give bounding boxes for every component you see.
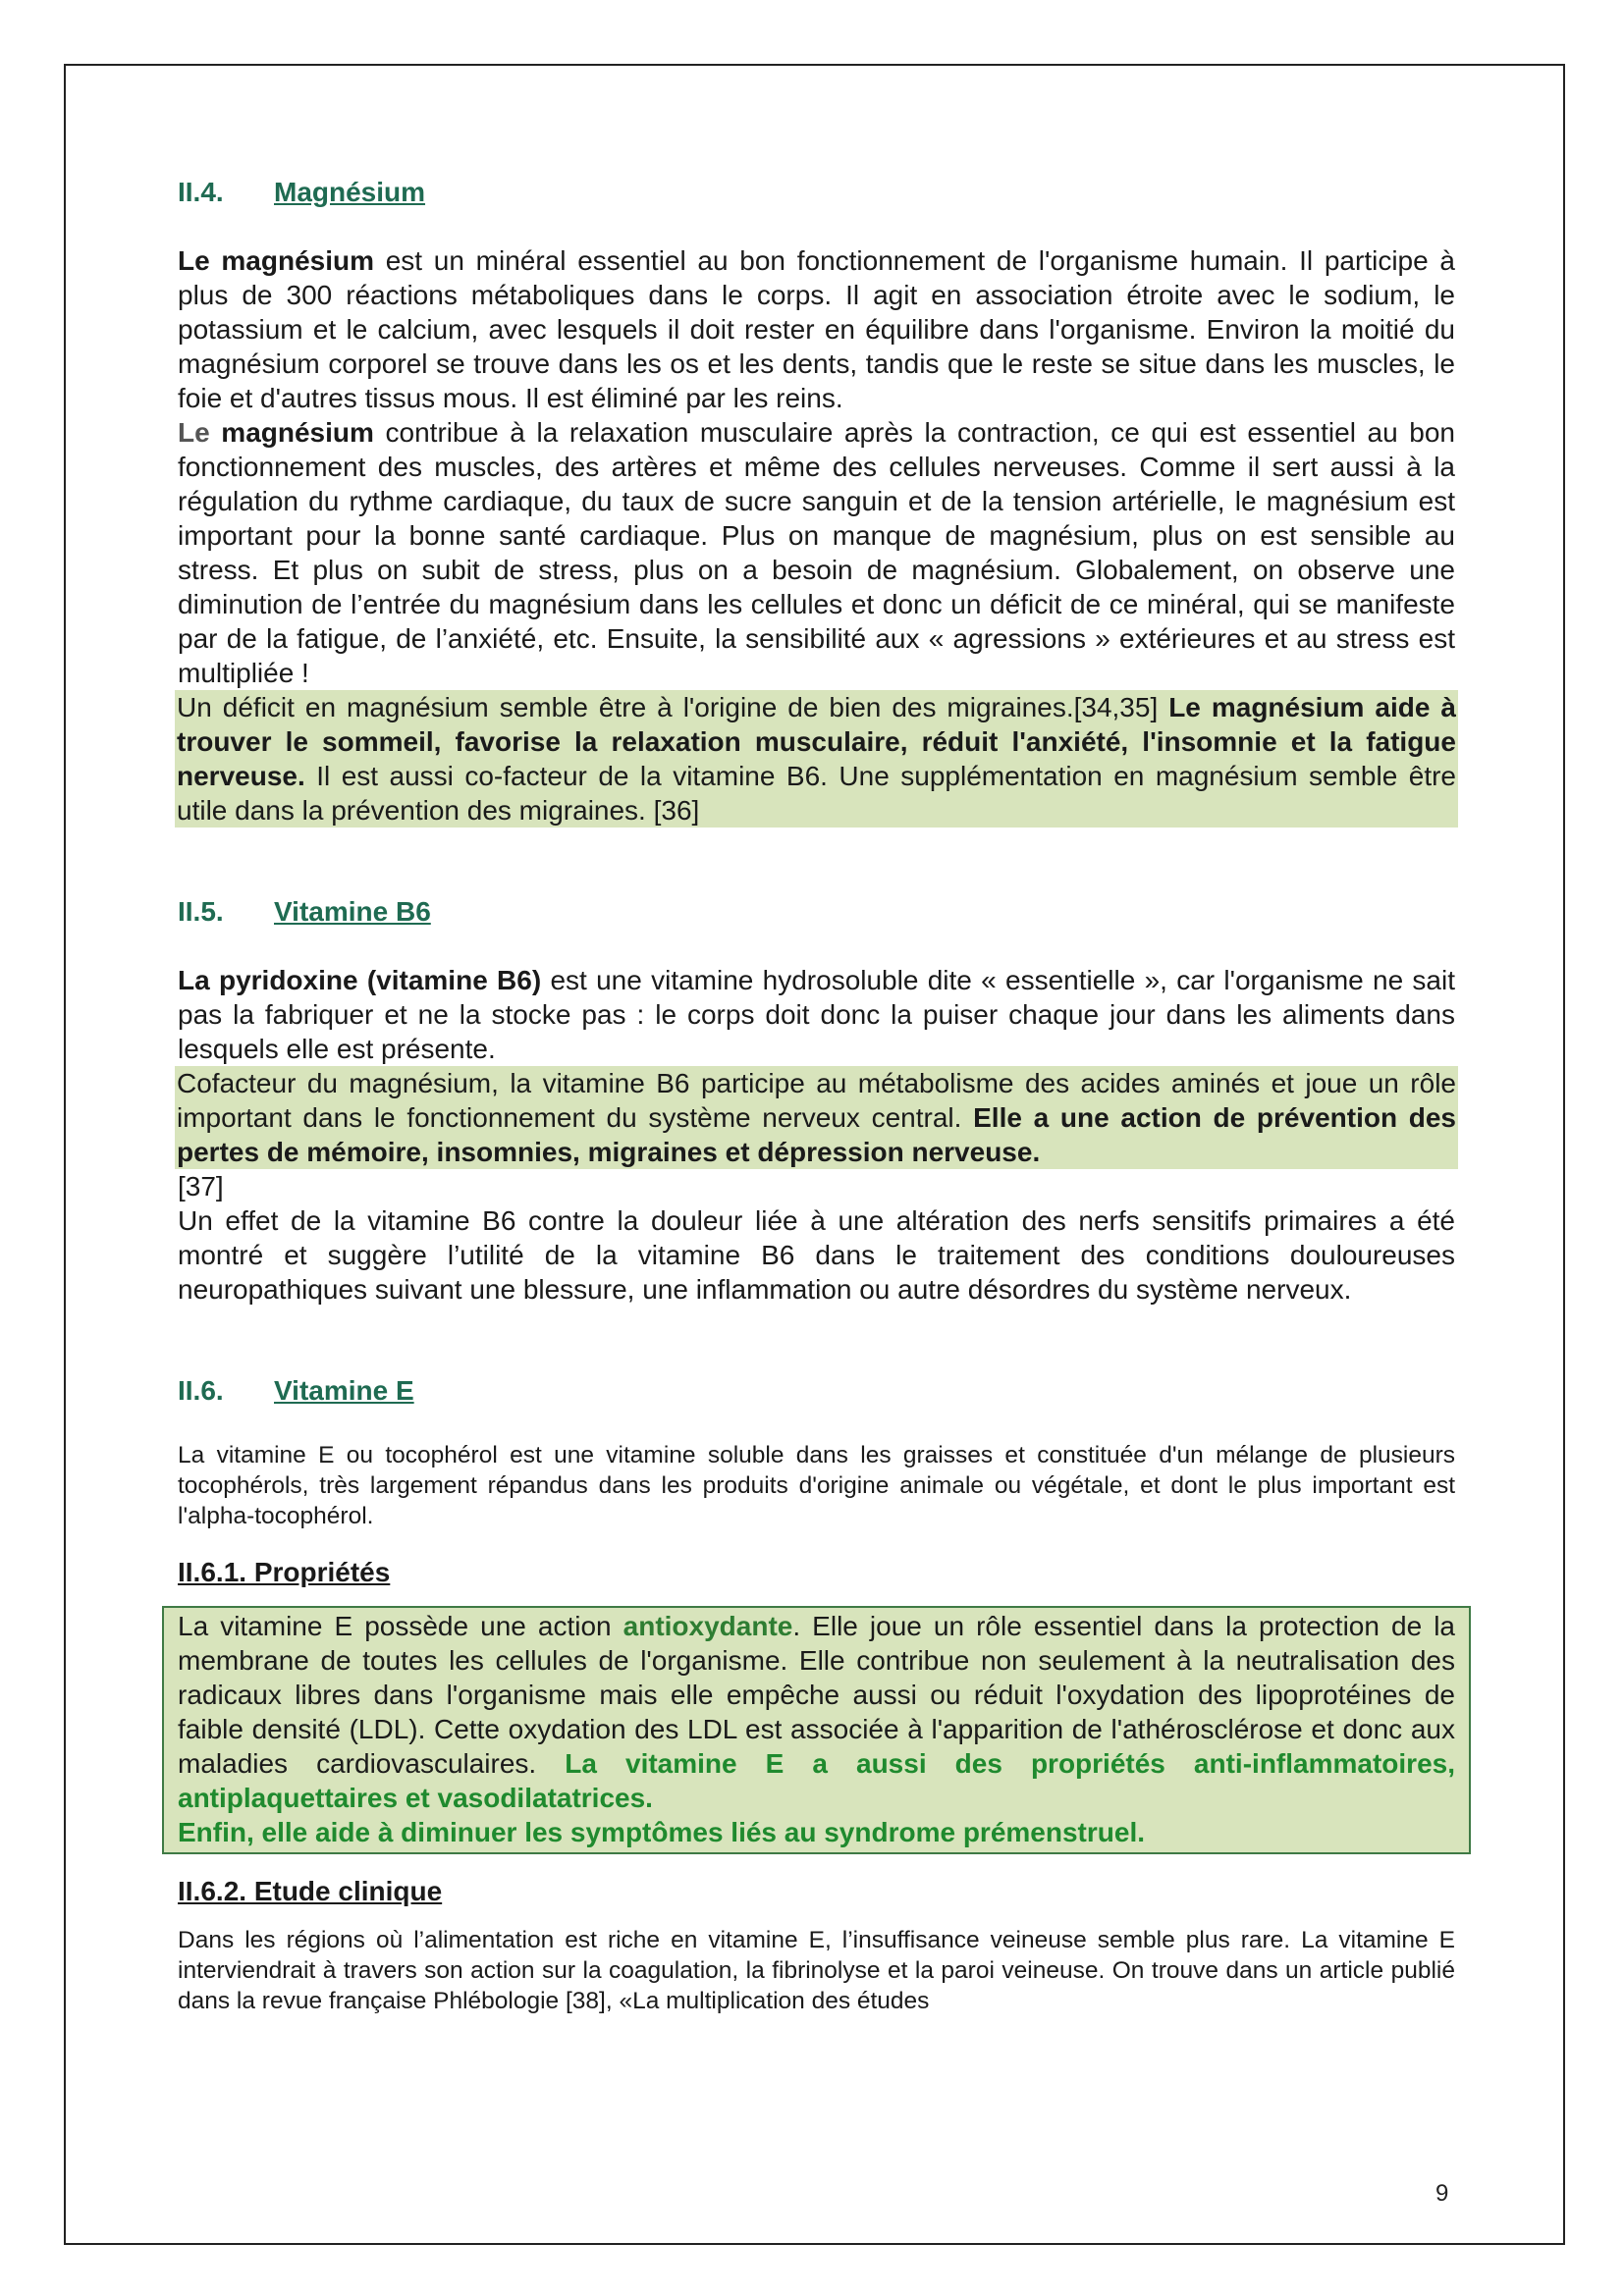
section-heading-magnesium: II.4. Magnésium — [178, 177, 426, 207]
paragraph: La pyridoxine (vitamine B6) est une vitamine hydrosoluble dite « essentielle », car l'organisme ne sait pas la fabriquer et ne la stocke pas : le corps doit donc la puiser chaque jour dans les aliments dans lesquels elle est présente. — [178, 965, 1456, 1064]
paragraph: La vitamine E ou tocophérol est une vitamine soluble dans les graisses et constituée d'un mélange de plusieurs tocophérols, très largement répandus dans les produits d'origine animale ou végétale, et dont le plus important est l'alpha-tocophérol. — [178, 1442, 1455, 1529]
section-heading-vitamine-e: II.6. Vitamine E — [178, 1375, 414, 1406]
highlight-box — [162, 1606, 1471, 1854]
highlighted-paragraph: Un déficit en magnésium semble être à l'origine de bien des migraines.[34,35] Le magnésium aide à trouver le sommeil, favorise la relaxation musculaire, réduit l'anxiété, l'insomnie et la fatigue nerveuse. Il est aussi co-facteur de la vitamine B6. Une supplémentation en magnésium semble être utile dans la prévention des migraines. [36] — [177, 692, 1456, 826]
paragraph: Le magnésium est un minéral essentiel au bon fonctionnement de l'organisme humain. Il participe à plus de 300 réactions métaboliques dans le corps. Il agit en association étroite avec le sodium, le potassium et le calcium, avec lesquels il doit rester en équilibre dans l'organisme. Environ la moitié du magnésium corporel se trouve dans les os et les dents, tandis que le reste se situe dans les muscles, le foie et d'autres tissus mous. Il est éliminé par les reins. — [178, 245, 1455, 413]
box-paragraph: La vitamine E possède une action antioxydante. Elle joue un rôle essentiel dans la protection de la membrane de toutes les cellules de l'organisme. Elle contribue non seulement à la neutralisation des radicaux libres dans l'organisme mais elle empêche aussi ou réduit l'oxydation des lipoprotéines de faible densité (LDL). Cette oxydation des LDL est associée à l'apparition de l'athérosclérose et donc aux maladies cardiovasculaires. La vitamine E a aussi des propriétés anti-inflammatoires, antiplaquettaires et vasodilatatrices. Enfin, elle aide à diminuer les symptômes liés au syndrome prémenstruel. — [178, 1611, 1455, 1847]
paragraph: Le magnésium contribue à la relaxation musculaire après la contraction, ce qui est essentiel au bon fonctionnement des muscles, des artères et même des cellules nerveuses. Comme il sert aussi à la régulation du rythme cardiaque, du taux de sucre sanguin et de la tension artérielle, le magnésium est important pour la bonne santé cardiaque. Plus on manque de magnésium, plus on est sensible au stress. Et plus on subit de stress, plus on a besoin de magnésium. Globalement, on observe une diminution de l’entrée du magnésium dans les cellules et donc un déficit de ce minéral, qui se manifeste par de la fatigue, de l’anxiété, etc. Ensuite, la sensibilité aux « agressions » extérieures et au stress est multipliée ! — [178, 417, 1455, 688]
highlighted-paragraph: Cofacteur du magnésium, la vitamine B6 participe au métabolisme des acides aminés et joue un rôle important dans le fonctionnement du système nerveux central. Elle a une action de prévention des pertes de mémoire, insomnies, migraines et dépression nerveuse. — [177, 1068, 1456, 1167]
subsection-heading-proprietes: II.6.1. Propriétés — [178, 1557, 391, 1587]
paragraph: Dans les régions où l’alimentation est riche en vitamine E, l’insuffisance veineuse semble plus rare. La vitamine E interviendrait à travers son action sur la coagulation, la fibrinolyse et la paroi veineuse. On trouve dans un article publié dans la revue française Phlébologie [38], «La multiplication des études — [178, 1927, 1455, 2014]
page-number: 9 — [1435, 2180, 1449, 2207]
reference: [37] — [178, 1171, 224, 1201]
section-heading-vitamine-b6: II.5. Vitamine B6 — [178, 896, 431, 927]
subsection-heading-etude-clinique: II.6.2. Etude clinique — [178, 1876, 443, 1906]
paragraph: Un effet de la vitamine B6 contre la douleur liée à une altération des nerfs sensitifs primaires a été montré et suggère l’utilité de la vitamine B6 dans le traitement des conditions douloureuses neuropathiques suivant une blessure, une inflammation ou autre désordres du système nerveux. — [178, 1205, 1455, 1305]
page-content — [178, 177, 1455, 2016]
